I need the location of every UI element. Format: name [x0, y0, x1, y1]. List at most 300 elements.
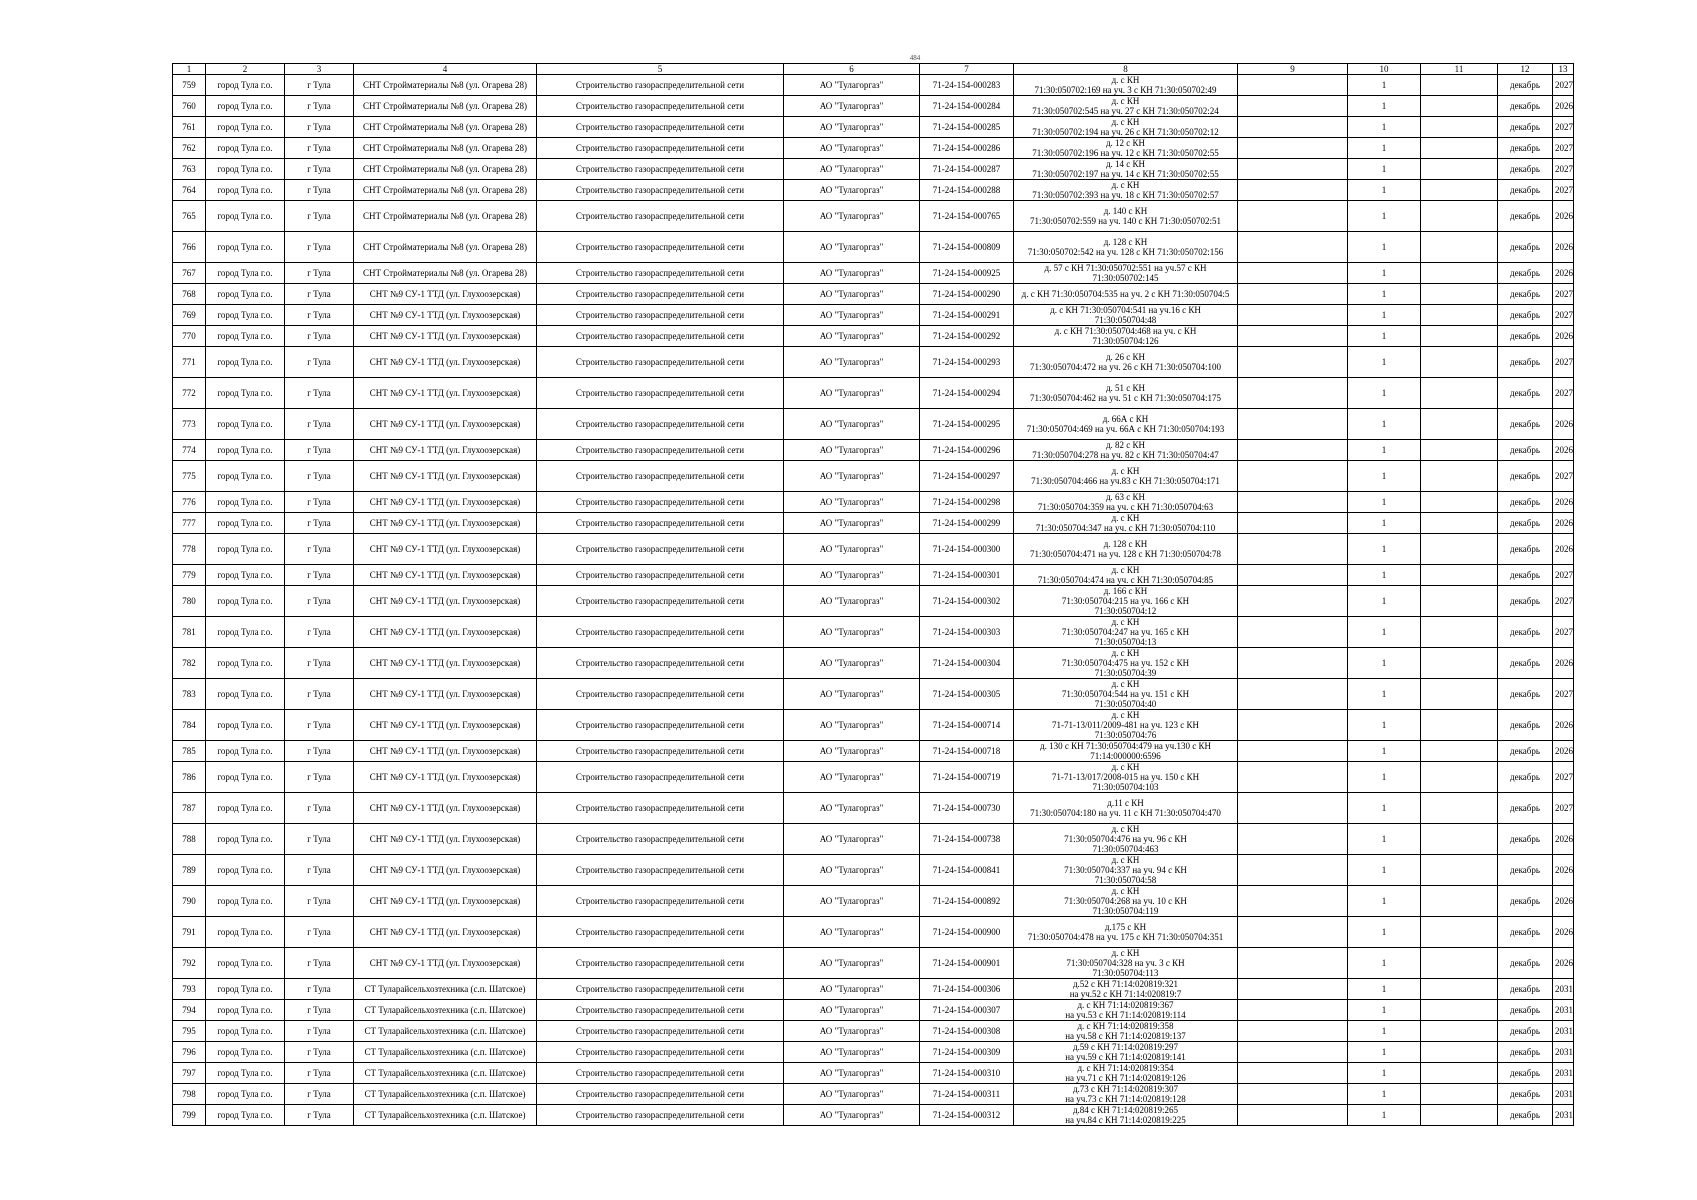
cell-address: д.73 с КН 71:14:020819:307 на уч.73 с КН 71:14:020819:128 — [1014, 1084, 1238, 1105]
cell-municipality: город Тула г.о. — [206, 138, 285, 159]
cell-quantity: 1 — [1348, 96, 1421, 117]
cell-municipality: город Тула г.о. — [206, 96, 285, 117]
cell-month: декабрь — [1498, 1000, 1553, 1021]
table-row — [173, 138, 1574, 159]
cell-col-11 — [1421, 534, 1498, 565]
cell-object-name: СНТ №9 СУ-1 ТТД (ул. Глухоозерская) — [354, 326, 537, 347]
cell-row-number: 796 — [173, 1042, 206, 1063]
cell-object-name: СНТ Стройматериалы №8 (ул. Огарева 28) — [354, 75, 537, 96]
cell-work-type: Строительство газораспределительной сети — [537, 979, 784, 1000]
cell-object-name: СНТ №9 СУ-1 ТТД (ул. Глухоозерская) — [354, 440, 537, 461]
cell-municipality: город Тула г.о. — [206, 648, 285, 679]
cell-col-9 — [1238, 793, 1348, 824]
cell-col-11 — [1421, 409, 1498, 440]
cell-organization: АО "Тулагоргаз" — [784, 1063, 920, 1084]
cell-month: декабрь — [1498, 762, 1553, 793]
cell-settlement: г Тула — [285, 461, 354, 492]
cell-col-11 — [1421, 617, 1498, 648]
cell-year: 2027 — [1553, 305, 1574, 326]
cell-object-code: 71-24-154-000310 — [920, 1063, 1014, 1084]
cell-row-number: 762 — [173, 138, 206, 159]
cell-object-code: 71-24-154-000305 — [920, 679, 1014, 710]
cell-municipality: город Тула г.о. — [206, 793, 285, 824]
cell-address: д. с КН 71:30:050704:475 на уч. 152 с КН 71:30:050704:39 — [1014, 648, 1238, 679]
table-row — [173, 96, 1574, 117]
column-header-2: 2 — [206, 64, 285, 75]
cell-address: д. с КН 71:30:050704:247 на уч. 165 с КН 71:30:050704:13 — [1014, 617, 1238, 648]
cell-work-type: Строительство газораспределительной сети — [537, 1105, 784, 1126]
cell-col-11 — [1421, 648, 1498, 679]
cell-quantity: 1 — [1348, 201, 1421, 232]
cell-col-11 — [1421, 679, 1498, 710]
cell-organization: АО "Тулагоргаз" — [784, 793, 920, 824]
cell-col-9 — [1238, 565, 1348, 586]
table-row — [173, 492, 1574, 513]
cell-work-type: Строительство газораспределительной сети — [537, 117, 784, 138]
cell-quantity: 1 — [1348, 824, 1421, 855]
table-row — [173, 948, 1574, 979]
cell-col-9 — [1238, 886, 1348, 917]
cell-municipality: город Тула г.о. — [206, 284, 285, 305]
table-row — [173, 378, 1574, 409]
cell-row-number: 798 — [173, 1084, 206, 1105]
table-row — [173, 1000, 1574, 1021]
cell-settlement: г Тула — [285, 180, 354, 201]
column-header-5: 5 — [537, 64, 784, 75]
cell-col-11 — [1421, 492, 1498, 513]
cell-object-name: СНТ №9 СУ-1 ТТД (ул. Глухоозерская) — [354, 347, 537, 378]
cell-object-code: 71-24-154-000730 — [920, 793, 1014, 824]
cell-year: 2031 — [1553, 979, 1574, 1000]
cell-organization: АО "Тулагоргаз" — [784, 948, 920, 979]
cell-col-9 — [1238, 492, 1348, 513]
table-row — [173, 762, 1574, 793]
cell-row-number: 781 — [173, 617, 206, 648]
cell-municipality: город Тула г.о. — [206, 461, 285, 492]
cell-col-9 — [1238, 679, 1348, 710]
cell-organization: АО "Тулагоргаз" — [784, 326, 920, 347]
cell-work-type: Строительство газораспределительной сети — [537, 492, 784, 513]
cell-work-type: Строительство газораспределительной сети — [537, 617, 784, 648]
cell-month: декабрь — [1498, 586, 1553, 617]
cell-address: д. 57 с КН 71:30:050702:551 на уч.57 с КН 71:30:050702:145 — [1014, 263, 1238, 284]
cell-col-11 — [1421, 96, 1498, 117]
cell-col-11 — [1421, 1105, 1498, 1126]
cell-year: 2027 — [1553, 75, 1574, 96]
cell-col-11 — [1421, 201, 1498, 232]
cell-col-9 — [1238, 284, 1348, 305]
cell-address: д. с КН 71:30:050704:544 на уч. 151 с КН 71:30:050704:40 — [1014, 679, 1238, 710]
cell-municipality: город Тула г.о. — [206, 886, 285, 917]
cell-month: декабрь — [1498, 1084, 1553, 1105]
cell-month: декабрь — [1498, 1042, 1553, 1063]
cell-year: 2026 — [1553, 513, 1574, 534]
cell-object-name: СНТ №9 СУ-1 ТТД (ул. Глухоозерская) — [354, 710, 537, 741]
cell-year: 2027 — [1553, 347, 1574, 378]
cell-settlement: г Тула — [285, 96, 354, 117]
cell-work-type: Строительство газораспределительной сети — [537, 741, 784, 762]
cell-settlement: г Тула — [285, 617, 354, 648]
cell-month: декабрь — [1498, 378, 1553, 409]
cell-quantity: 1 — [1348, 284, 1421, 305]
cell-municipality: город Тула г.о. — [206, 1084, 285, 1105]
table-row — [173, 586, 1574, 617]
cell-month: декабрь — [1498, 138, 1553, 159]
cell-object-name: СНТ №9 СУ-1 ТТД (ул. Глухоозерская) — [354, 948, 537, 979]
cell-organization: АО "Тулагоргаз" — [784, 96, 920, 117]
cell-month: декабрь — [1498, 326, 1553, 347]
cell-settlement: г Тула — [285, 1042, 354, 1063]
cell-object-name: СНТ Стройматериалы №8 (ул. Огарева 28) — [354, 201, 537, 232]
cell-object-code: 71-24-154-000309 — [920, 1042, 1014, 1063]
table-row — [173, 513, 1574, 534]
cell-municipality: город Тула г.о. — [206, 617, 285, 648]
cell-quantity: 1 — [1348, 1084, 1421, 1105]
cell-object-name: СНТ №9 СУ-1 ТТД (ул. Глухоозерская) — [354, 586, 537, 617]
cell-address: д. с КН 71:14:020819:358 на уч.58 с КН 71:14:020819:137 — [1014, 1021, 1238, 1042]
cell-settlement: г Тула — [285, 513, 354, 534]
cell-object-name: СНТ №9 СУ-1 ТТД (ул. Глухоозерская) — [354, 513, 537, 534]
cell-municipality: город Тула г.о. — [206, 824, 285, 855]
cell-settlement: г Тула — [285, 159, 354, 180]
column-header-9: 9 — [1238, 64, 1348, 75]
cell-municipality: город Тула г.о. — [206, 326, 285, 347]
cell-address: д. с КН 71:30:050704:535 на уч. 2 с КН 71:30:050704:5 — [1014, 284, 1238, 305]
cell-work-type: Строительство газораспределительной сети — [537, 96, 784, 117]
cell-object-name: СТ Туларайсельхозтехника (с.п. Шатское) — [354, 1063, 537, 1084]
cell-object-code: 71-24-154-000285 — [920, 117, 1014, 138]
cell-month: декабрь — [1498, 741, 1553, 762]
cell-quantity: 1 — [1348, 793, 1421, 824]
cell-object-name: СНТ №9 СУ-1 ТТД (ул. Глухоозерская) — [354, 378, 537, 409]
cell-row-number: 784 — [173, 710, 206, 741]
cell-col-9 — [1238, 979, 1348, 1000]
cell-organization: АО "Тулагоргаз" — [784, 440, 920, 461]
cell-object-name: СНТ №9 СУ-1 ТТД (ул. Глухоозерская) — [354, 824, 537, 855]
cell-organization: АО "Тулагоргаз" — [784, 201, 920, 232]
cell-work-type: Строительство газораспределительной сети — [537, 305, 784, 326]
table-row — [173, 1084, 1574, 1105]
cell-work-type: Строительство газораспределительной сети — [537, 679, 784, 710]
cell-quantity: 1 — [1348, 534, 1421, 565]
cell-year: 2027 — [1553, 762, 1574, 793]
cell-object-code: 71-24-154-000302 — [920, 586, 1014, 617]
cell-month: декабрь — [1498, 180, 1553, 201]
table-row — [173, 679, 1574, 710]
cell-address: д. с КН 71:30:050704:466 на уч.83 с КН 71:30:050704:171 — [1014, 461, 1238, 492]
cell-work-type: Строительство газораспределительной сети — [537, 159, 784, 180]
cell-col-9 — [1238, 96, 1348, 117]
cell-object-code: 71-24-154-000901 — [920, 948, 1014, 979]
column-header-3: 3 — [285, 64, 354, 75]
cell-object-code: 71-24-154-000312 — [920, 1105, 1014, 1126]
table-row — [173, 159, 1574, 180]
cell-organization: АО "Тулагоргаз" — [784, 565, 920, 586]
cell-row-number: 792 — [173, 948, 206, 979]
cell-row-number: 782 — [173, 648, 206, 679]
cell-settlement: г Тула — [285, 1021, 354, 1042]
cell-month: декабрь — [1498, 492, 1553, 513]
cell-organization: АО "Тулагоргаз" — [784, 461, 920, 492]
cell-col-9 — [1238, 648, 1348, 679]
table-row — [173, 440, 1574, 461]
cell-work-type: Строительство газораспределительной сети — [537, 710, 784, 741]
cell-year: 2027 — [1553, 378, 1574, 409]
cell-year: 2027 — [1553, 565, 1574, 586]
cell-col-9 — [1238, 378, 1348, 409]
cell-col-9 — [1238, 138, 1348, 159]
cell-address: д. с КН 71:30:050704:268 на уч. 10 с КН 71:30:050704:119 — [1014, 886, 1238, 917]
cell-month: декабрь — [1498, 917, 1553, 948]
cell-municipality: город Тула г.о. — [206, 762, 285, 793]
cell-quantity: 1 — [1348, 159, 1421, 180]
cell-settlement: г Тула — [285, 1105, 354, 1126]
cell-settlement: г Тула — [285, 1000, 354, 1021]
cell-object-name: СНТ Стройматериалы №8 (ул. Огарева 28) — [354, 263, 537, 284]
cell-object-name: СНТ №9 СУ-1 ТТД (ул. Глухоозерская) — [354, 741, 537, 762]
cell-organization: АО "Тулагоргаз" — [784, 1105, 920, 1126]
table-row — [173, 917, 1574, 948]
cell-address: д. с КН 71:30:050704:328 на уч. 3 с КН 71:30:050704:113 — [1014, 948, 1238, 979]
cell-year: 2027 — [1553, 793, 1574, 824]
cell-row-number: 791 — [173, 917, 206, 948]
cell-object-name: СНТ №9 СУ-1 ТТД (ул. Глухоозерская) — [354, 492, 537, 513]
cell-settlement: г Тула — [285, 378, 354, 409]
cell-object-code: 71-24-154-000291 — [920, 305, 1014, 326]
cell-settlement: г Тула — [285, 284, 354, 305]
cell-work-type: Строительство газораспределительной сети — [537, 1084, 784, 1105]
cell-organization: АО "Тулагоргаз" — [784, 378, 920, 409]
cell-month: декабрь — [1498, 305, 1553, 326]
table-row — [173, 534, 1574, 565]
cell-work-type: Строительство газораспределительной сети — [537, 232, 784, 263]
cell-settlement: г Тула — [285, 855, 354, 886]
cell-year: 2027 — [1553, 138, 1574, 159]
cell-year: 2026 — [1553, 534, 1574, 565]
cell-address: д. с КН 71:30:050704:347 на уч. с КН 71:30:050704:110 — [1014, 513, 1238, 534]
cell-month: декабрь — [1498, 979, 1553, 1000]
cell-work-type: Строительство газораспределительной сети — [537, 263, 784, 284]
cell-object-code: 71-24-154-000307 — [920, 1000, 1014, 1021]
cell-municipality: город Тула г.о. — [206, 1042, 285, 1063]
cell-object-name: СТ Туларайсельхозтехника (с.п. Шатское) — [354, 979, 537, 1000]
cell-work-type: Строительство газораспределительной сети — [537, 284, 784, 305]
cell-work-type: Строительство газораспределительной сети — [537, 326, 784, 347]
cell-work-type: Строительство газораспределительной сети — [537, 461, 784, 492]
cell-month: декабрь — [1498, 117, 1553, 138]
cell-work-type: Строительство газораспределительной сети — [537, 762, 784, 793]
cell-object-code: 71-24-154-000297 — [920, 461, 1014, 492]
cell-year: 2031 — [1553, 1042, 1574, 1063]
cell-address: д. с КН 71:30:050704:337 на уч. 94 с КН 71:30:050704:58 — [1014, 855, 1238, 886]
cell-address: д. 128 с КН 71:30:050702:542 на уч. 128 с КН 71:30:050702:156 — [1014, 232, 1238, 263]
cell-col-11 — [1421, 378, 1498, 409]
cell-month: декабрь — [1498, 824, 1553, 855]
cell-col-9 — [1238, 180, 1348, 201]
cell-col-9 — [1238, 948, 1348, 979]
cell-month: декабрь — [1498, 263, 1553, 284]
column-header-13: 13 — [1553, 64, 1574, 75]
cell-row-number: 787 — [173, 793, 206, 824]
cell-address: д. с КН 71:14:020819:354 на уч.71 с КН 71:14:020819:126 — [1014, 1063, 1238, 1084]
cell-work-type: Строительство газораспределительной сети — [537, 1021, 784, 1042]
cell-month: декабрь — [1498, 1063, 1553, 1084]
cell-address: д. с КН 71:30:050704:468 на уч. с КН 71:30:050704:126 — [1014, 326, 1238, 347]
cell-municipality: город Тула г.о. — [206, 1021, 285, 1042]
cell-municipality: город Тула г.о. — [206, 586, 285, 617]
cell-month: декабрь — [1498, 679, 1553, 710]
cell-year: 2026 — [1553, 201, 1574, 232]
cell-col-9 — [1238, 347, 1348, 378]
cell-quantity: 1 — [1348, 855, 1421, 886]
cell-quantity: 1 — [1348, 1000, 1421, 1021]
cell-address: д. 140 с КН 71:30:050702:559 на уч. 140 с КН 71:30:050702:51 — [1014, 201, 1238, 232]
cell-col-9 — [1238, 1000, 1348, 1021]
cell-month: декабрь — [1498, 201, 1553, 232]
cell-col-11 — [1421, 1063, 1498, 1084]
cell-col-11 — [1421, 1084, 1498, 1105]
cell-settlement: г Тула — [285, 710, 354, 741]
cell-object-code: 71-24-154-000300 — [920, 534, 1014, 565]
cell-col-11 — [1421, 440, 1498, 461]
cell-address: д. с КН 71:30:050702:545 на уч. 27 с КН 71:30:050702:24 — [1014, 96, 1238, 117]
cell-organization: АО "Тулагоргаз" — [784, 513, 920, 534]
cell-organization: АО "Тулагоргаз" — [784, 762, 920, 793]
cell-object-code: 71-24-154-000298 — [920, 492, 1014, 513]
table-row — [173, 201, 1574, 232]
cell-work-type: Строительство газораспределительной сети — [537, 1000, 784, 1021]
cell-municipality: город Тула г.о. — [206, 378, 285, 409]
cell-municipality: город Тула г.о. — [206, 513, 285, 534]
cell-quantity: 1 — [1348, 679, 1421, 710]
cell-municipality: город Тула г.о. — [206, 534, 285, 565]
cell-organization: АО "Тулагоргаз" — [784, 617, 920, 648]
table-row — [173, 117, 1574, 138]
cell-address: д. 63 с КН 71:30:050704:359 на уч. с КН 71:30:050704:63 — [1014, 492, 1238, 513]
cell-object-name: СНТ №9 СУ-1 ТТД (ул. Глухоозерская) — [354, 793, 537, 824]
cell-object-code: 71-24-154-000290 — [920, 284, 1014, 305]
cell-address: д. 166 с КН 71:30:050704:215 на уч. 166 с КН 71:30:050704:12 — [1014, 586, 1238, 617]
cell-col-9 — [1238, 617, 1348, 648]
cell-work-type: Строительство газораспределительной сети — [537, 513, 784, 534]
table-row — [173, 232, 1574, 263]
cell-work-type: Строительство газораспределительной сети — [537, 440, 784, 461]
cell-col-11 — [1421, 1000, 1498, 1021]
cell-col-9 — [1238, 1063, 1348, 1084]
cell-settlement: г Тула — [285, 1084, 354, 1105]
cell-year: 2027 — [1553, 117, 1574, 138]
cell-quantity: 1 — [1348, 979, 1421, 1000]
cell-organization: АО "Тулагоргаз" — [784, 75, 920, 96]
cell-settlement: г Тула — [285, 824, 354, 855]
cell-object-code: 71-24-154-000283 — [920, 75, 1014, 96]
cell-municipality: город Тула г.о. — [206, 263, 285, 284]
cell-work-type: Строительство газораспределительной сети — [537, 793, 784, 824]
cell-month: декабрь — [1498, 886, 1553, 917]
cell-object-code: 71-24-154-000892 — [920, 886, 1014, 917]
cell-settlement: г Тула — [285, 305, 354, 326]
cell-year: 2026 — [1553, 409, 1574, 440]
table-row — [173, 741, 1574, 762]
cell-quantity: 1 — [1348, 513, 1421, 534]
column-header-1: 1 — [173, 64, 206, 75]
cell-year: 2027 — [1553, 159, 1574, 180]
cell-settlement: г Тула — [285, 793, 354, 824]
cell-object-name: СНТ Стройматериалы №8 (ул. Огарева 28) — [354, 117, 537, 138]
cell-work-type: Строительство газораспределительной сети — [537, 855, 784, 886]
cell-municipality: город Тула г.о. — [206, 347, 285, 378]
cell-settlement: г Тула — [285, 138, 354, 159]
cell-settlement: г Тула — [285, 347, 354, 378]
cell-col-11 — [1421, 586, 1498, 617]
cell-row-number: 770 — [173, 326, 206, 347]
cell-row-number: 773 — [173, 409, 206, 440]
cell-address: д. с КН 71:30:050704:474 на уч. с КН 71:30:050704:85 — [1014, 565, 1238, 586]
cell-col-9 — [1238, 461, 1348, 492]
cell-quantity: 1 — [1348, 409, 1421, 440]
column-header-8: 8 — [1014, 64, 1238, 75]
page-number: 484 — [909, 54, 921, 62]
cell-year: 2026 — [1553, 948, 1574, 979]
cell-address: д. с КН 71:14:020819:367 на уч.53 с КН 71:14:020819:114 — [1014, 1000, 1238, 1021]
cell-row-number: 778 — [173, 534, 206, 565]
cell-col-9 — [1238, 917, 1348, 948]
cell-object-name: СНТ №9 СУ-1 ТТД (ул. Глухоозерская) — [354, 284, 537, 305]
cell-settlement: г Тула — [285, 979, 354, 1000]
cell-organization: АО "Тулагоргаз" — [784, 886, 920, 917]
cell-object-code: 71-24-154-000304 — [920, 648, 1014, 679]
cell-month: декабрь — [1498, 1105, 1553, 1126]
cell-year: 2026 — [1553, 917, 1574, 948]
cell-col-9 — [1238, 409, 1348, 440]
cell-object-name: СТ Туларайсельхозтехника (с.п. Шатское) — [354, 1105, 537, 1126]
cell-col-9 — [1238, 117, 1348, 138]
cell-quantity: 1 — [1348, 75, 1421, 96]
cell-object-name: СНТ №9 СУ-1 ТТД (ул. Глухоозерская) — [354, 648, 537, 679]
cell-row-number: 777 — [173, 513, 206, 534]
cell-settlement: г Тула — [285, 492, 354, 513]
cell-year: 2026 — [1553, 232, 1574, 263]
cell-quantity: 1 — [1348, 917, 1421, 948]
cell-month: декабрь — [1498, 565, 1553, 586]
cell-municipality: город Тула г.о. — [206, 917, 285, 948]
cell-object-code: 71-24-154-000925 — [920, 263, 1014, 284]
cell-object-name: СНТ №9 СУ-1 ТТД (ул. Глухоозерская) — [354, 617, 537, 648]
cell-address: д. 128 с КН 71:30:050704:471 на уч. 128 с КН 71:30:050704:78 — [1014, 534, 1238, 565]
cell-quantity: 1 — [1348, 232, 1421, 263]
table-row — [173, 710, 1574, 741]
cell-row-number: 780 — [173, 586, 206, 617]
cell-col-11 — [1421, 565, 1498, 586]
cell-work-type: Строительство газораспределительной сети — [537, 347, 784, 378]
cell-col-9 — [1238, 159, 1348, 180]
cell-settlement: г Тула — [285, 948, 354, 979]
cell-col-11 — [1421, 979, 1498, 1000]
cell-object-code: 71-24-154-000900 — [920, 917, 1014, 948]
gas-network-registry-table — [172, 63, 1574, 1126]
cell-address: д.52 с КН 71:14:020819:321 на уч.52 с КН 71:14:020819:7 — [1014, 979, 1238, 1000]
cell-col-11 — [1421, 917, 1498, 948]
cell-col-9 — [1238, 75, 1348, 96]
cell-settlement: г Тула — [285, 679, 354, 710]
cell-month: декабрь — [1498, 96, 1553, 117]
cell-col-11 — [1421, 180, 1498, 201]
cell-object-code: 71-24-154-000714 — [920, 710, 1014, 741]
cell-year: 2031 — [1553, 1021, 1574, 1042]
cell-year: 2026 — [1553, 648, 1574, 679]
cell-municipality: город Тула г.о. — [206, 180, 285, 201]
cell-col-11 — [1421, 886, 1498, 917]
